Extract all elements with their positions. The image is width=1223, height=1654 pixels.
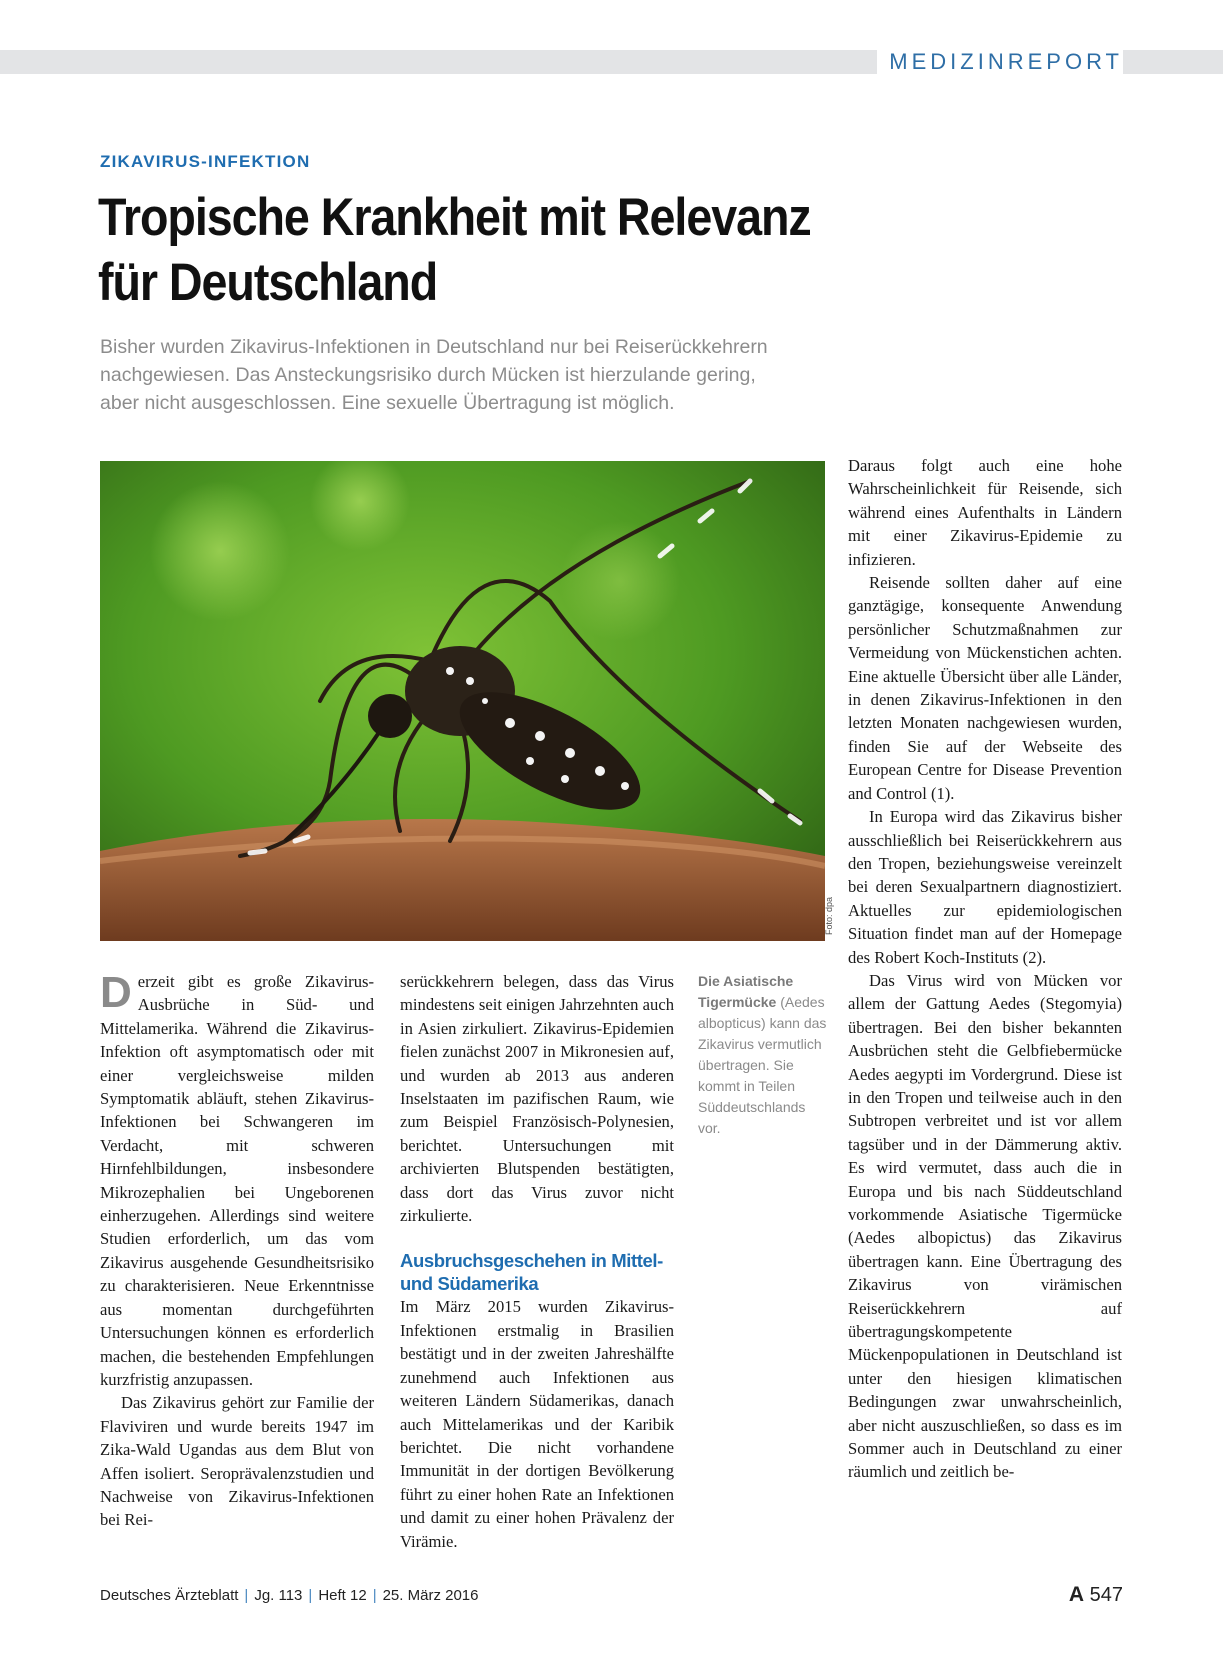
lead-line-2: nachgewiesen. Das Ansteckungsrisiko durch Mücken ist hierzulande gering, <box>100 364 756 386</box>
lead-line-1: Bisher wurden Zikavirus-Infektionen in Deutschland nur bei Reiserückkehrern <box>100 336 768 358</box>
caption-title: Die Asiatische Tigermücke <box>698 973 794 1010</box>
headline-line-2: für Deutschland <box>98 253 438 312</box>
separator: | <box>372 1587 377 1604</box>
paragraph: Daraus folgt auch eine hohe Wahrscheinlichkeit für Reisende, sich während eines Aufenthalts in Ländern mit einer Zikavirus-Epidemie zu infizieren. <box>848 456 1122 569</box>
paragraph: Reisende sollten daher auf eine ganztägige, konsequente Anwendung persönlicher Schutzmaßnahmen zur Vermeidung von Mückenstichen achten. Eine aktuelle Übersicht über alle Länder, in denen Zikavirus-Infektionen in den letzten Monaten nachgewiesen wurden, finden Sie auf der Webseite des European Centre for Disease Prevention and Control (1). <box>848 573 1123 803</box>
journal-date: 25. März 2016 <box>382 1587 479 1604</box>
lead-line-3: aber nicht ausgeschlossen. Eine sexuelle Übertragung ist möglich. <box>100 392 675 414</box>
drop-cap: D <box>100 968 132 1017</box>
mosquito-photo <box>100 461 825 941</box>
article-headline <box>98 185 855 315</box>
section-label: MEDIZINREPORT <box>877 49 1123 75</box>
page-number: A 547 <box>1068 1583 1123 1606</box>
article-lead <box>100 333 930 417</box>
paragraph: Das Zikavirus gehört zur Familie der Flaviviren und wurde bereits 1947 im Zika-Wald Ugandas aus dem Blut von Affen isoliert. Seroprävalenzstudien und Nachweise von Zikavirus-Infektionen bei Rei- <box>100 1393 374 1530</box>
headline-line-1: Tropische Krankheit mit Relevanz <box>98 188 811 247</box>
page-footer <box>100 1583 1123 1609</box>
journal-name: Deutsches Ärzteblatt <box>100 1587 239 1604</box>
journal-volume: Jg. 113 <box>254 1587 303 1604</box>
separator: | <box>244 1587 249 1604</box>
text-column-2 <box>400 970 674 1553</box>
paragraph: In Europa wird das Zikavirus bisher ausschließlich bei Reiserückkehrern aus den Tropen, beziehungsweise vereinzelt bei deren Sexualpartnern diagnostiziert. Aktuelles zur epidemiologischen Situation findet man auf der Homepage des Robert Koch-Instituts (2). <box>848 807 1122 967</box>
paragraph: Derzeit gibt es große Zikavirus-Ausbrüche in Süd- und Mittelamerika. Während die Zikavirus-Infektion oft asymptomatisch oder mit einer vergleichsweise milden Symptomatik abläuft, stehen Zikavirus-Infektionen bei Schwangeren im Verdacht, mit schweren Hirnfehlbildungen, insbesondere Mikrozephalien bei Ungeborenen einherzugehen. Allerdings sind weitere Studien erforderlich, um das vom Zikavirus ausgehende Gesundheitsrisiko zu charakterisieren. Neue Erkenntnisse aus momentan durchgeführten Untersuchungen können es erforderlich machen, die bestehenden Empfehlungen kurzfristig anzupassen. <box>100 968 374 1389</box>
text-column-3 <box>848 454 1122 1484</box>
paragraph: serückkehrern belegen, dass das Virus mindestens seit einigen Jahrzehnten auch in Asien zirkuliert. Zikavirus-Epidemien fielen zunächst 2007 in Mikronesien auf, und wurden ab 2013 aus anderen Inselstaaten im pazifischen Raum, wie zum Beispiel Französisch-Polynesien, berichtet. Untersuchungen mit archivierten Blutspenden bestätigten, dass dort das Virus zuvor nicht zirkulierte. <box>400 972 674 1226</box>
caption-text: (Aedes albopticus) kann das Zikavirus vermutlich übertragen. Sie kommt in Teilen Süddeutschlands vor. <box>698 994 827 1136</box>
paragraph: Das Virus wird von Mücken vor allem der Gattung Aedes (Stegomyia) übertragen. Bei den bisher bekannten Ausbrüchen steht die Gelbfiebermücke Aedes aegypti im Vordergrund. Diese ist in den Tropen und teilweise auch in den Subtropen verbreitet und ist vor allem tagsüber und in der Dämmerung aktiv. Es wird vermutet, dass auch die in Europa und bis nach Süddeutschland vorkommende Asiatische Tigermücke (Aedes albopictus) das Zikavirus übertragen kann. Eine Übertragung des Zikavirus von virämischen Reiserückkehrern auf übertragungskompetente Mückenpopulationen in Deutschland ist unter den hiesigen klimatischen Bedingungen zwar unwahrscheinlich, aber nicht auszuschließen, so dass es im Sommer auch in Deutschland zu einer räumlich und zeitlich be- <box>848 970 1122 1482</box>
section-subhead: Ausbruchsgeschehen in Mittel- und Südamerika <box>400 1250 663 1295</box>
journal-issue: Heft 12 <box>318 1587 367 1604</box>
paragraph: Im März 2015 wurden Zikavirus-Infektionen erstmalig in Brasilien bestätigt und in der zweiten Jahreshälfte zunehmend auch Infektionen aus weiteren Ländern Südamerikas, danach auch Mittelamerikas und der Karibik berichtet. Die nicht vorhandene Immunität in der dortigen Bevölkerung führt zu einer hohen Rate an Infektionen und damit zu einer hohen Prävalenz der Virämie. <box>400 1297 674 1551</box>
article-kicker: ZIKAVIRUS-INFEKTION <box>100 152 311 171</box>
text-column-1 <box>100 970 374 1532</box>
photo-credit: Foto: dpa <box>824 896 834 935</box>
photo-caption <box>698 971 828 1139</box>
separator: | <box>308 1587 313 1604</box>
